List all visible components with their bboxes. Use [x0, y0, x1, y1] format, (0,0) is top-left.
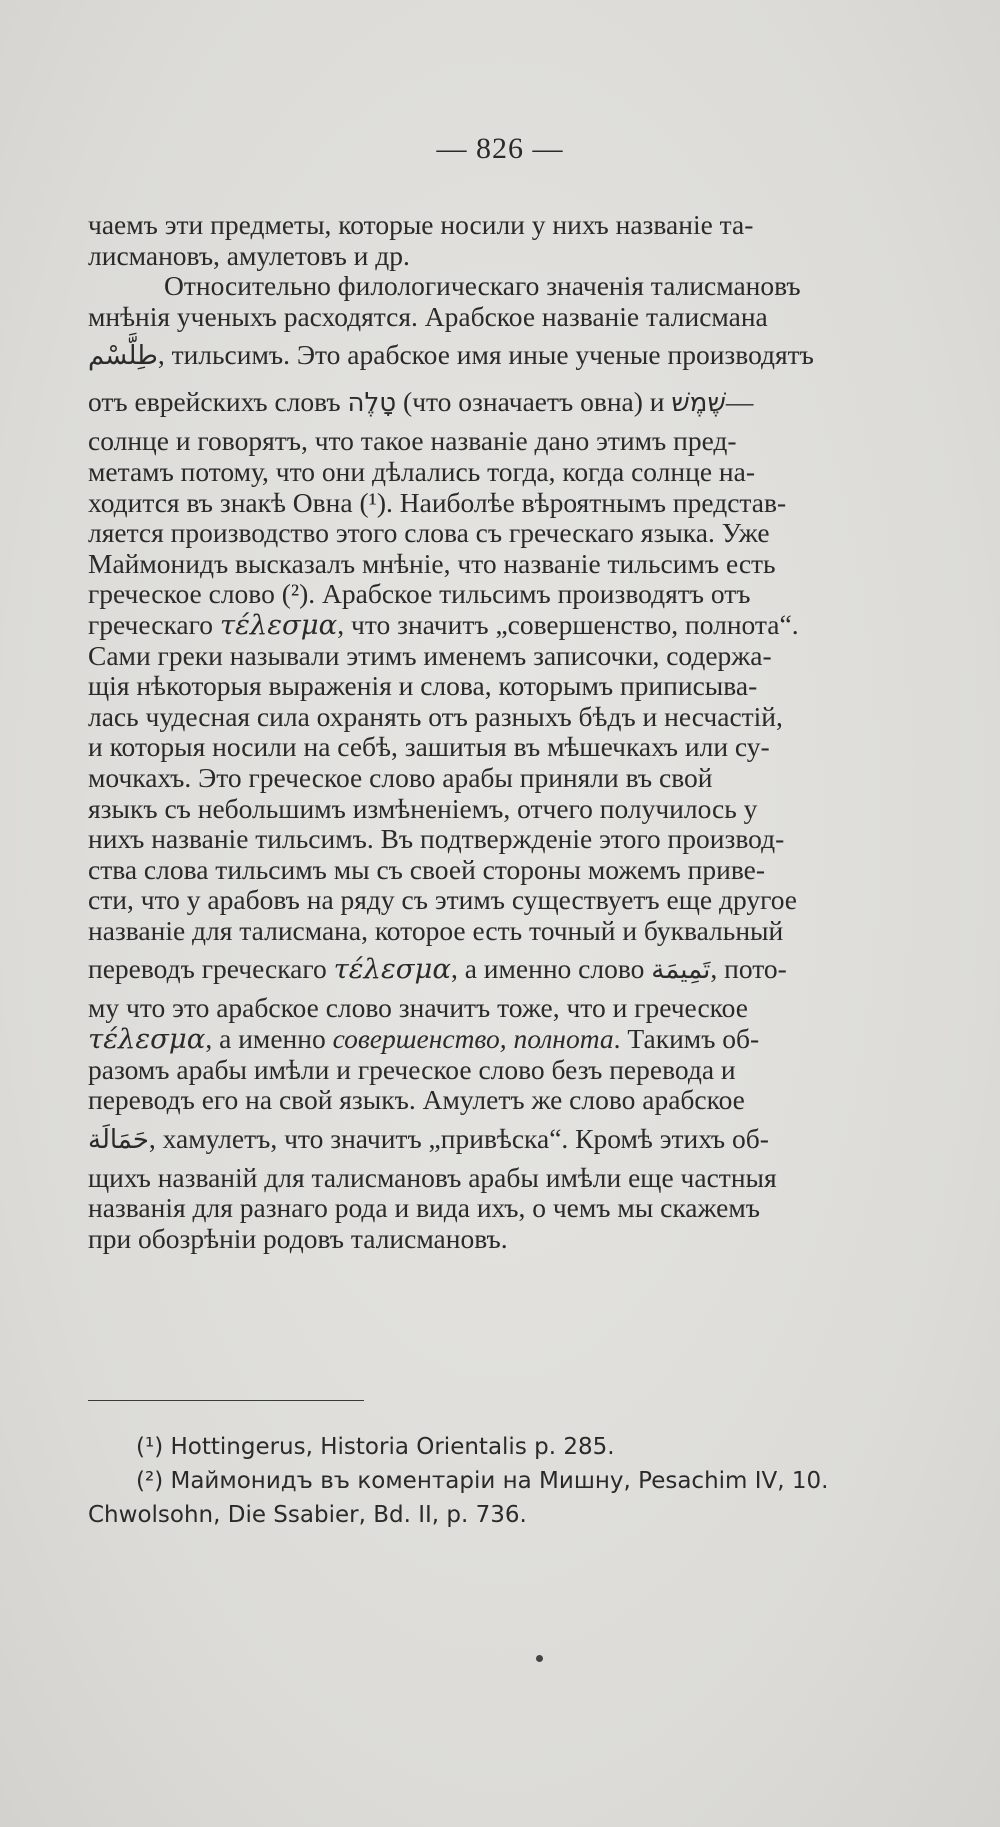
text-line: лисмановъ, амулетовъ и др. — [88, 240, 410, 271]
text-line: мочкахъ. Это греческое слово арабы приняли въ свой — [88, 762, 713, 793]
text-line: и которыя носили на себѣ, зашитыя въ мѣшечкахъ или су- — [88, 732, 770, 763]
text-line — [88, 946, 914, 993]
text-line: му что это арабское слово значитъ тоже, что и греческое — [88, 993, 748, 1024]
text-segment: переводъ греческаго — [88, 953, 327, 985]
text-line: мнѣнія ученыхъ расходятся. Арабское названіе талисмана — [88, 301, 768, 332]
text-line: при обозрѣніи родовъ талисмановъ. — [88, 1224, 508, 1255]
printer-mark — [536, 1655, 543, 1662]
text-line: Маймонидъ высказалъ мнѣніе, что названіе тильсимъ есть — [88, 548, 776, 579]
text-segment: — — [725, 386, 754, 418]
text-line: ляется производство этого слова съ греческаго языка. Уже — [88, 518, 770, 549]
footnote: (¹) Hottingerus, Historia Orientalis p. 285. — [136, 1434, 615, 1460]
footnote: Chwolsohn, Die Ssabier, Bd. II, p. 736. — [88, 1502, 527, 1528]
text-line: разомъ арабы имѣли и греческое слово безъ перевода и — [88, 1054, 736, 1085]
hebrew-word: שֶׁמֶשׁ — [671, 388, 726, 419]
text-line: нихъ названіе тильсимъ. Въ подтвержденіе этого производ- — [88, 824, 785, 855]
text-line — [88, 332, 914, 379]
text-line: ства слова тильсимъ мы съ своей стороны можемъ приве- — [88, 854, 766, 885]
footnote: (²) Маймонидъ въ коментаріи на Мишну, Pesachim IV, 10. — [136, 1468, 829, 1494]
hebrew-word: טָלֶה — [347, 388, 397, 419]
text-segment: греческаго — [88, 609, 213, 640]
text-line: щія нѣкоторыя выраженія и слова, которымъ приписыва- — [88, 671, 758, 702]
body-text — [88, 210, 914, 1255]
emphasized-text: совершенство, полнота — [332, 1024, 614, 1055]
text-segment: , хамулетъ, что значитъ „привѣска“. Кромѣ этихъ об- — [148, 1122, 769, 1154]
text-line: ходится въ знакѣ Овна (¹). Наиболѣе вѣроятнымъ представ- — [88, 487, 787, 518]
text-segment: . Такимъ об- — [613, 1024, 760, 1055]
text-line: языкъ съ небольшимъ измѣненіемъ, отчего получилось у — [88, 793, 758, 824]
text-line — [88, 379, 914, 426]
text-line: метамъ потому, что они дѣлались тогда, когда солнце на- — [88, 456, 755, 487]
text-segment: , а именно слово — [450, 953, 645, 985]
text-line: названіе для талисмана, которое есть точный и буквальный — [88, 915, 784, 946]
text-segment: (что означаетъ овна) и — [403, 386, 665, 418]
text-line — [88, 1024, 914, 1055]
text-line: сти, что у арабовъ на ряду съ этимъ существуетъ еще другое — [88, 885, 797, 916]
text-segment: , что значитъ „совершенство, полнота“. — [337, 609, 799, 640]
greek-word: τέλεσμα — [333, 953, 451, 986]
text-line: греческое слово (²). Арабское тильсимъ производятъ отъ — [88, 579, 751, 610]
arabic-word: تَمِيمَة — [651, 955, 711, 986]
text-segment: , пото- — [710, 953, 787, 985]
footnote-divider — [88, 1400, 364, 1401]
text-line: названія для разнаго рода и вида ихъ, о чемъ мы скажемъ — [88, 1193, 760, 1224]
text-line: лась чудесная сила охранять отъ разныхъ бѣдъ и несчастій, — [88, 701, 783, 732]
arabic-word: طِلَّسْم — [88, 341, 158, 372]
text-line: Сами греки называли этимъ именемъ записочки, содержа- — [88, 640, 772, 671]
footnotes — [88, 1430, 914, 1532]
text-line: щихъ названій для талисмановъ арабы имѣли еще частныя — [88, 1162, 777, 1193]
text-segment: отъ еврейскихъ словъ — [88, 386, 341, 418]
text-line: чаемъ эти предметы, которые носили у нихъ названіе та- — [88, 210, 754, 240]
page-number: — 826 — — [436, 132, 564, 165]
text-line: солнце и говорятъ, что такое названіе дано этимъ пред- — [88, 426, 737, 457]
arabic-word: حَمَالَة — [88, 1124, 149, 1155]
text-line — [88, 610, 914, 641]
greek-word: τέλεσμα — [88, 1024, 206, 1055]
text-line: Относительно филологическаго значенія талисмановъ — [164, 271, 801, 302]
text-line: переводъ его на свой языкъ. Амулетъ же слово арабское — [88, 1085, 745, 1116]
text-segment: , а именно — [205, 1024, 326, 1055]
text-segment: , тильсимъ. Это арабское имя иные ученые производятъ — [157, 339, 814, 371]
text-line — [88, 1116, 914, 1163]
greek-word: τέλεσμα — [219, 609, 338, 641]
